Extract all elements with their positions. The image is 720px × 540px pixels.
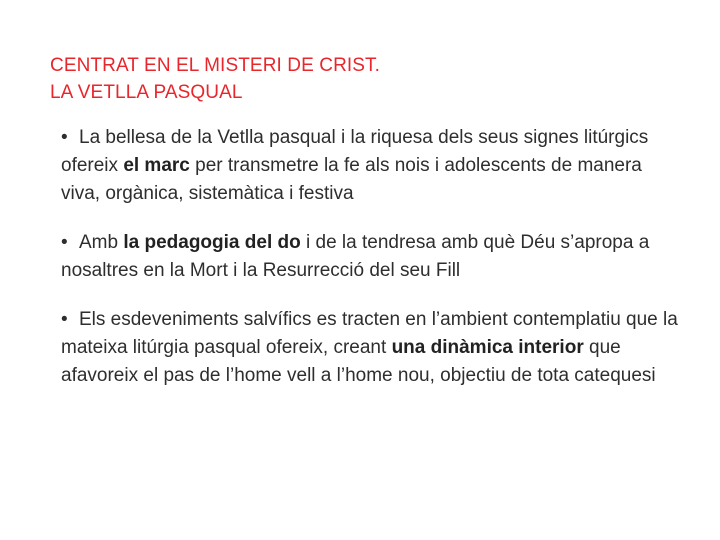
bullet-text: i de la tendresa amb què Déu s’apropa a nosaltres en la Mort i la Resurrecció del seu Fill bbox=[61, 232, 650, 281]
bullet-dot: • bbox=[61, 232, 68, 253]
bullet-text: per transmetre la fe als nois i adolescents de manera viva, orgànica, sistemàtica i festiva bbox=[61, 155, 642, 204]
title-line-1: CENTRAT EN EL MISTERI DE CRIST. bbox=[50, 55, 381, 76]
bullet-dot: • bbox=[61, 127, 68, 148]
bullet-item bbox=[61, 229, 681, 285]
bullet-text: La bellesa de la Vetlla pasqual i la riquesa dels seus signes litúrgics ofereix bbox=[61, 127, 649, 176]
bullet-list bbox=[61, 124, 681, 411]
bullet-text: Amb bbox=[79, 232, 124, 253]
bullet-emphasis: el marc bbox=[123, 155, 190, 176]
slide-title bbox=[50, 52, 380, 106]
bullet-emphasis: la pedagogia del do bbox=[123, 232, 301, 253]
bullet-item bbox=[61, 306, 681, 390]
bullet-text: Els esdeveniments salvífics es tracten en l’ambient contemplatiu que la mateixa litúrgia pasqual ofereix, creant bbox=[61, 309, 678, 358]
bullet-emphasis: una dinàmica interior bbox=[391, 337, 584, 358]
bullet-dot: • bbox=[61, 309, 68, 330]
title-line-2: LA VETLLA PASQUAL bbox=[50, 82, 243, 103]
bullet-item bbox=[61, 124, 681, 208]
bullet-text: que afavoreix el pas de l’home vell a l’home nou, objectiu de tota catequesi bbox=[61, 337, 656, 386]
